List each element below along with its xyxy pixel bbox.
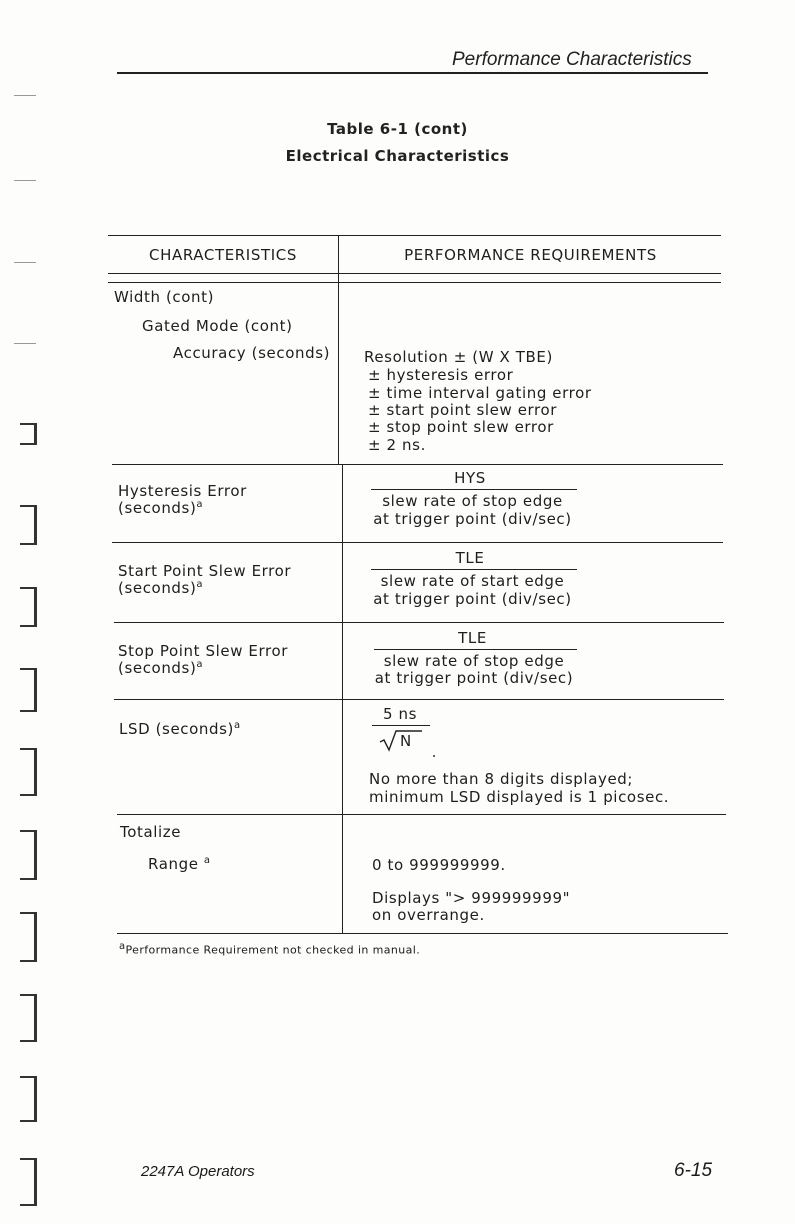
row-rule: [112, 542, 723, 543]
start-slew-numerator: TLE: [455, 549, 485, 567]
lsd-numerator: 5 ns: [383, 705, 418, 723]
range-value: 0 to 999999999.: [372, 856, 506, 874]
table-number: Table 6-1 (cont): [327, 120, 468, 138]
width-label: Width (cont): [114, 288, 215, 306]
accuracy-req-line: ± time interval gating error: [368, 384, 592, 402]
accuracy-req-line: ± stop point slew error: [368, 418, 554, 436]
overrange-note: on overrange.: [372, 906, 485, 924]
fraction-bar: [374, 649, 577, 650]
hysteresis-denominator: slew rate of stop edge: [382, 492, 563, 510]
stop-slew-label: Stop Point Slew Error: [118, 642, 288, 660]
table-top-rule: [108, 235, 721, 236]
gated-mode-label: Gated Mode (cont): [142, 317, 293, 335]
column-header-performance-requirements: PERFORMANCE REQUIREMENTS: [404, 246, 657, 264]
stop-slew-denominator: slew rate of stop edge: [383, 652, 565, 670]
page-binding-edge: [0, 0, 46, 1224]
header-rule-2: [108, 282, 721, 283]
page-number: 6-15: [674, 1160, 713, 1181]
hysteresis-label: Hysteresis Error: [118, 482, 247, 500]
row-rule: [114, 622, 724, 623]
start-slew-denominator: at trigger point (div/sec): [373, 590, 572, 608]
hysteresis-label-units: (seconds)$^a$: [118, 499, 204, 517]
accuracy-req-line: Resolution ± (W X TBE): [364, 348, 553, 366]
lsd-note: No more than 8 digits displayed;: [369, 770, 634, 788]
accuracy-label: Accuracy (seconds): [173, 344, 331, 362]
start-slew-label: Start Point Slew Error: [118, 562, 292, 580]
footnote-marker: a: [196, 659, 204, 670]
row-rule: [117, 814, 726, 815]
header-rule-1: [108, 273, 721, 274]
hysteresis-denominator: at trigger point (div/sec): [373, 510, 572, 528]
manual-name: 2247A Operators: [141, 1163, 255, 1180]
stop-slew-label-units: (seconds)$^a$: [118, 659, 204, 677]
row-rule: [112, 464, 723, 465]
range-label: Range $^a$: [148, 855, 211, 873]
fraction-bar: [371, 489, 577, 490]
fraction-bar: [371, 569, 577, 570]
totalize-label: Totalize: [120, 823, 182, 841]
footnote-marker: a: [196, 579, 204, 590]
stop-slew-denominator: at trigger point (div/sec): [374, 669, 574, 687]
table-footnote: aPerformance Requirement not checked in manual.: [119, 941, 421, 957]
overrange-note: Displays "> 999999999": [372, 889, 571, 907]
running-header-title: Performance Characteristics: [452, 49, 692, 70]
row-rule: [114, 699, 724, 700]
table-bottom-rule: [117, 933, 728, 934]
lsd-label: LSD (seconds)$^a$: [119, 720, 241, 738]
period-dot: [433, 755, 435, 757]
start-slew-label-units: (seconds)$^a$: [118, 579, 204, 597]
lsd-note: minimum LSD displayed is 1 picosec.: [369, 788, 670, 806]
accuracy-req-line: ± hysteresis error: [368, 366, 514, 384]
lsd-radicand: N: [400, 732, 412, 750]
header-rule: [117, 72, 708, 74]
table-name: Electrical Characteristics: [285, 147, 510, 165]
hysteresis-numerator: HYS: [454, 469, 486, 487]
start-slew-denominator: slew rate of start edge: [380, 572, 565, 590]
column-divider-1: [338, 235, 339, 464]
stop-slew-numerator: TLE: [458, 629, 487, 647]
column-header-characteristics: CHARACTERISTICS: [149, 246, 297, 264]
accuracy-req-line: ± start point slew error: [368, 401, 558, 419]
footnote-marker: a: [203, 855, 211, 866]
fraction-bar: [372, 725, 430, 726]
accuracy-req-line: ± 2 ns.: [368, 436, 426, 454]
footnote-marker: a: [196, 499, 204, 510]
footnote-marker: a: [234, 720, 241, 731]
